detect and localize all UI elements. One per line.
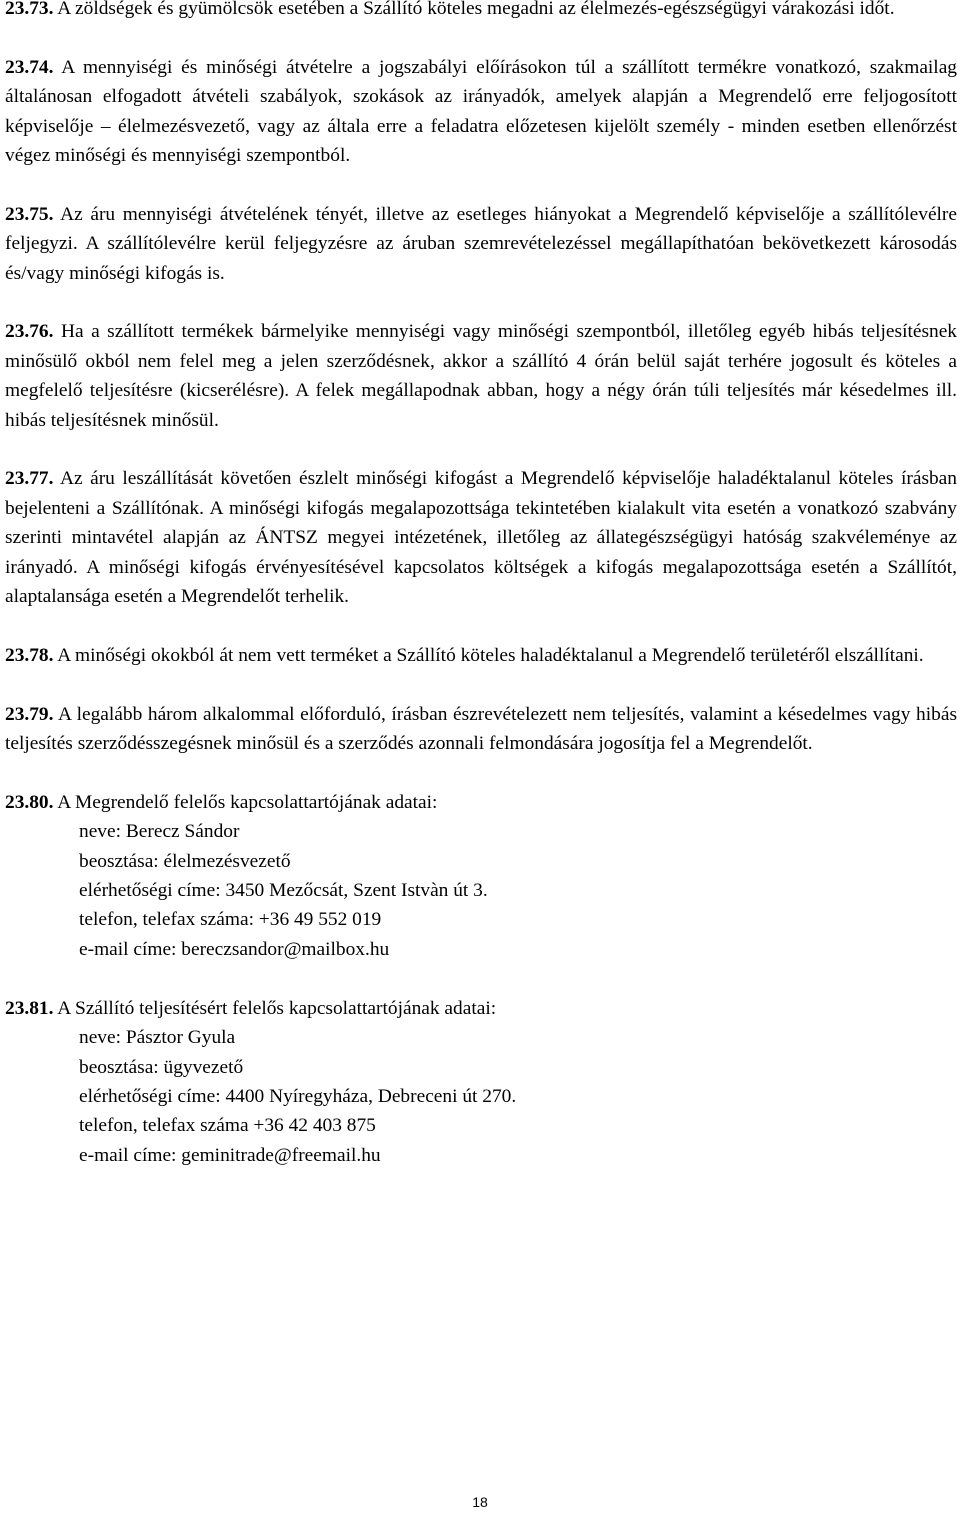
clause-number: 23.73. bbox=[5, 0, 54, 19]
contact-heading-line bbox=[5, 788, 957, 817]
clause-text: A zöldségek és gyümölcsök esetében a Szállító köteles megadni az élelmezés-egészségügyi várakozási időt. bbox=[57, 0, 895, 19]
clause-23-74 bbox=[5, 53, 957, 171]
clause-text: A minőségi okokból át nem vett terméket a Szállító köteles haladéktalanul a Megrendelő területéről elszállítani. bbox=[57, 644, 924, 666]
clause-23-80-customer-contact bbox=[5, 788, 957, 964]
clause-text: Ha a szállított termékek bármelyike mennyiségi vagy minőségi szempontból, illetőleg egyéb hibás teljesítésnek minősülő okból nem felel meg a jelen szerződésnek, akkor a szállító 4 órán belül saját terhére jogosult és köteles a megfelelő teljesítésre (kicserélésre). A felek megállapodnak abban, hogy a négy órán túli teljesítés már késedelmes ill. hibás teljesítésnek minősül. bbox=[5, 321, 957, 431]
contact-position: beosztása: élelmezésvezető bbox=[79, 850, 291, 872]
clause-number: 23.77. bbox=[5, 468, 54, 490]
clause-number: 23.78. bbox=[5, 644, 54, 666]
contact-heading: A Szállító teljesítésért felelős kapcsolattartójának adatai: bbox=[57, 997, 497, 1019]
clause-23-73 bbox=[5, 0, 957, 23]
contact-email: e-mail címe: bereczsandor@mailbox.hu bbox=[79, 938, 390, 960]
clause-number: 23.80. bbox=[5, 791, 54, 813]
clause-23-78 bbox=[5, 641, 957, 670]
clause-number: 23.76. bbox=[5, 321, 54, 343]
contact-phone: telefon, telefax száma: +36 49 552 019 bbox=[79, 909, 382, 931]
clause-text: A legalább három alkalommal előforduló, írásban észrevételezett nem teljesítés, valamint a késedelmes vagy hibás teljesítés szerződésszegésnek minősül és a szerződés azonnali felmondására jogosítja fel a Megrendelőt. bbox=[5, 703, 957, 755]
clause-number: 23.79. bbox=[5, 703, 54, 725]
clause-text: A mennyiségi és minőségi átvételre a jogszabályi előírásokon túl a szállított termékre vonatkozó, szakmailag általánosan elfogadott átvételi szabályok, szokások az irányadók, amelyek alapján a Megrendelő erre feljogosított képviselője – élelmezésvezető, vagy az általa erre a feladatra előzetesen kijelölt személy - minden esetben ellenőrzést végez minőségi és mennyiségi szempontból. bbox=[5, 56, 957, 167]
contact-position: beosztása: ügyvezető bbox=[79, 1056, 244, 1078]
page-number: 18 bbox=[472, 1494, 488, 1510]
clause-23-81-supplier-contact bbox=[5, 994, 957, 1170]
contact-name: neve: Pásztor Gyula bbox=[79, 1027, 236, 1049]
contact-heading-line bbox=[5, 994, 957, 1023]
clause-number: 23.75. bbox=[5, 203, 54, 225]
clause-text: Az áru mennyiségi átvételének tényét, illetve az esetleges hiányokat a Megrendelő képviselője a szállítólevélre feljegyzi. A szállítólevélre kerül feljegyzésre az áruban szemrevételezéssel megállapíthatóan bekövetkezett károsodás és/vagy minőségi kifogás is. bbox=[5, 203, 958, 284]
clause-number: 23.81. bbox=[5, 997, 54, 1019]
clause-number: 23.74. bbox=[5, 56, 54, 78]
clause-text: Az áru leszállítását követően észlelt minőségi kifogást a Megrendelő képviselője haladéktalanul köteles írásban bejelenteni a Szállítónak. A minőségi kifogás megalapozottsága tekintetében kialakult vita esetén a vonatkozó szabvány szerinti mintavétel alapján az ÁNTSZ megyei intézetének, illetőleg az állategészségügyi hatóság szakvéleménye az irányadó. A minőségi kifogás érvényesítésével kapcsolatos költségek a kifogás megalapozottsága esetén a Szállítót, alaptalansága esetén a Megrendelőt terhelik. bbox=[5, 468, 957, 608]
contact-address: elérhetőségi címe: 3450 Mezőcsát, Szent Istvàn út 3. bbox=[79, 880, 488, 902]
clause-23-79 bbox=[5, 700, 957, 759]
clause-23-77 bbox=[5, 464, 957, 611]
contact-email: e-mail címe: geminitrade@freemail.hu bbox=[79, 1144, 381, 1166]
clause-23-76 bbox=[5, 317, 957, 435]
contact-phone: telefon, telefax száma +36 42 403 875 bbox=[79, 1115, 376, 1137]
contact-name: neve: Berecz Sándor bbox=[79, 821, 240, 843]
document-page bbox=[5, 0, 957, 1200]
contact-heading: A Megrendelő felelős kapcsolattartójának adatai: bbox=[57, 791, 438, 813]
clause-23-75 bbox=[5, 200, 957, 288]
contact-address: elérhetőségi címe: 4400 Nyíregyháza, Debreceni út 270. bbox=[79, 1085, 517, 1107]
